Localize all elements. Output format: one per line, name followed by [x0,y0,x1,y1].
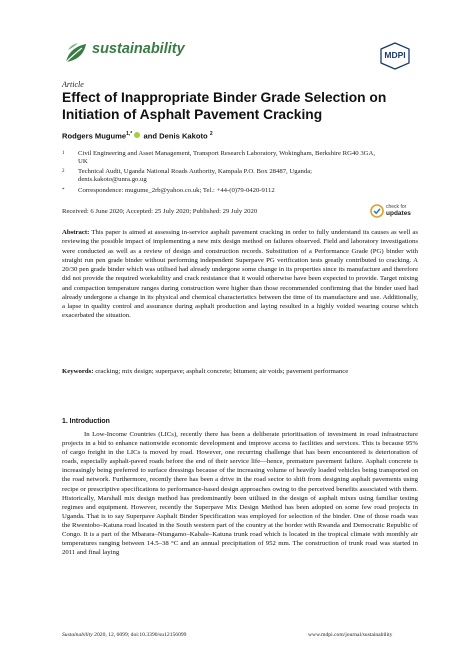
affiliation-text: Civil Engineering and Asset Management, Transport Research Laboratory, Wokingham, Berkshire RG40 3GA, UK [78,150,375,166]
footer-citation-details: 2020, 12, 6099; doi:10.3390/su12156099 [94,632,187,638]
introduction-body: In Low-Income Countries (LICs), recently there has been a deliberate prioritisation of investment in road infrastructure projects in a bid to enhance nationwide economic development and improve access to facilities and services. This is because 95% of cargo freight in the LICs is moved by road. However, one recurring challenge that has been encountered is deterioration of roads, especially asphalt-paved roads before the end of their service life—hence, premature pavement failure. Asphalt concrete is increasingly being preferred to surface dressings because of the increasing volume of heavily loaded vehicles being transported on the road network. Furthermore, recently there has been a drive in the road sector to shift from designing asphalt pavements using recipe or prescriptive specifications to performance-based design approaches owing to the perceived benefits associated with them. Historically, Marshall mix design method has predominantly been utilised in the design of asphalt mixes using familiar testing regimes and equipment. However, recently the Superpave Mix Design Method has been adopted on some few road projects in Uganda. That is to say Superpave Asphalt Binder Specification was employed for selection of the binder. One of those roads was the Rwentobo–Katuna road located in the South western part of the country at the border with Rwanda and Democratic Republic of Congo. It is a part of the Mbarara–Ntungamo–Kabale–Katuna trunk road which is located in the tropical climate with monthly air temperatures ranging between 14.5–38 °C and an annual precipitation of 952 mm. The construction of trunk road was started in 2011 and final laying [62,431,418,557]
keywords-text: cracking; mix design; superpave; asphalt concrete; bitumen; air voids; pavement performance [95,368,349,375]
keywords-label: Keywords: [62,368,94,375]
orcid-icon[interactable] [134,132,140,138]
check-updates-line1: check for [386,204,407,210]
journal-leaf-logo-icon [62,40,90,66]
affiliation-text: Technical Audit, Uganda National Roads Authority, Kampala P.O. Box 28487, Uganda; denis.kakoto@unra.go.ug [78,168,313,184]
publisher-name: MDPI [384,50,406,60]
keywords [62,367,418,376]
affiliation-marker: 2 [62,169,65,174]
article-type: Article [62,80,84,89]
publication-dates: Received: 6 June 2020; Accepted: 25 July 2020; Published: 29 July 2020 [62,208,258,215]
footer-citation [62,632,186,638]
author-line [62,131,213,141]
mdpi-logo [378,42,412,70]
section-heading: 1. Introduction [62,418,110,425]
author-name[interactable]: Denis Kakoto [159,131,208,141]
article-title: Effect of Inappropriate Binder Grade Selection on Initiation of Asphalt Pavement Cracking [62,90,387,122]
author-name[interactable]: Rodgers Mugume [62,131,127,141]
author-marks: 2 [209,131,213,137]
abstract [62,228,418,321]
correspondence-marker: * [62,188,65,193]
journal-name: sustainability [92,41,185,57]
check-for-updates-icon [370,204,384,218]
abstract-text: This paper is aimed at assessing in-service asphalt pavement cracking in order to fully understand its causes as well as reviewing the possible impact of implementing a new mix design method on failures observed. Field and laboratory investigations were conducted as well as a review of design and construction records. Substitution of a Performance Grade (PG) binder with straight run pen grade binder without performing independent Superpave PG verification tests greatly contributed to cracking. A 20/30 pen grade binder which was utilised had already undergone some change in its properties since its manufacture and therefore did not provide the required workability and crack resistance that it would otherwise have been expected to provide. Target mixing and compaction temperature ranges during construction were higher than those recommended confirming that the binder used had already undergone a change in its physical and chemical characteristics between the time of its manufacture and use. Additionally, a lapse in quality control and assurance during asphalt production and laying resulted in a highly voided wearing course which exacerbated the situation. [62,229,418,320]
footer-website[interactable]: www.mdpi.com/journal/sustainability [308,632,393,638]
affiliation-marker: 1 [62,151,65,156]
check-updates-line2: updates [386,210,411,217]
abstract-label: Abstract: [62,229,90,236]
correspondence-text: Correspondence: mugume_2rb@yahoo.co.uk; Tel.: +44-(0)79-0420-9112 [78,187,275,194]
author-marks: 1,* [126,131,133,137]
check-for-updates-badge[interactable] [370,200,416,222]
footer-journal: Sustainability [62,632,93,638]
author-conjunction: and [143,131,158,141]
